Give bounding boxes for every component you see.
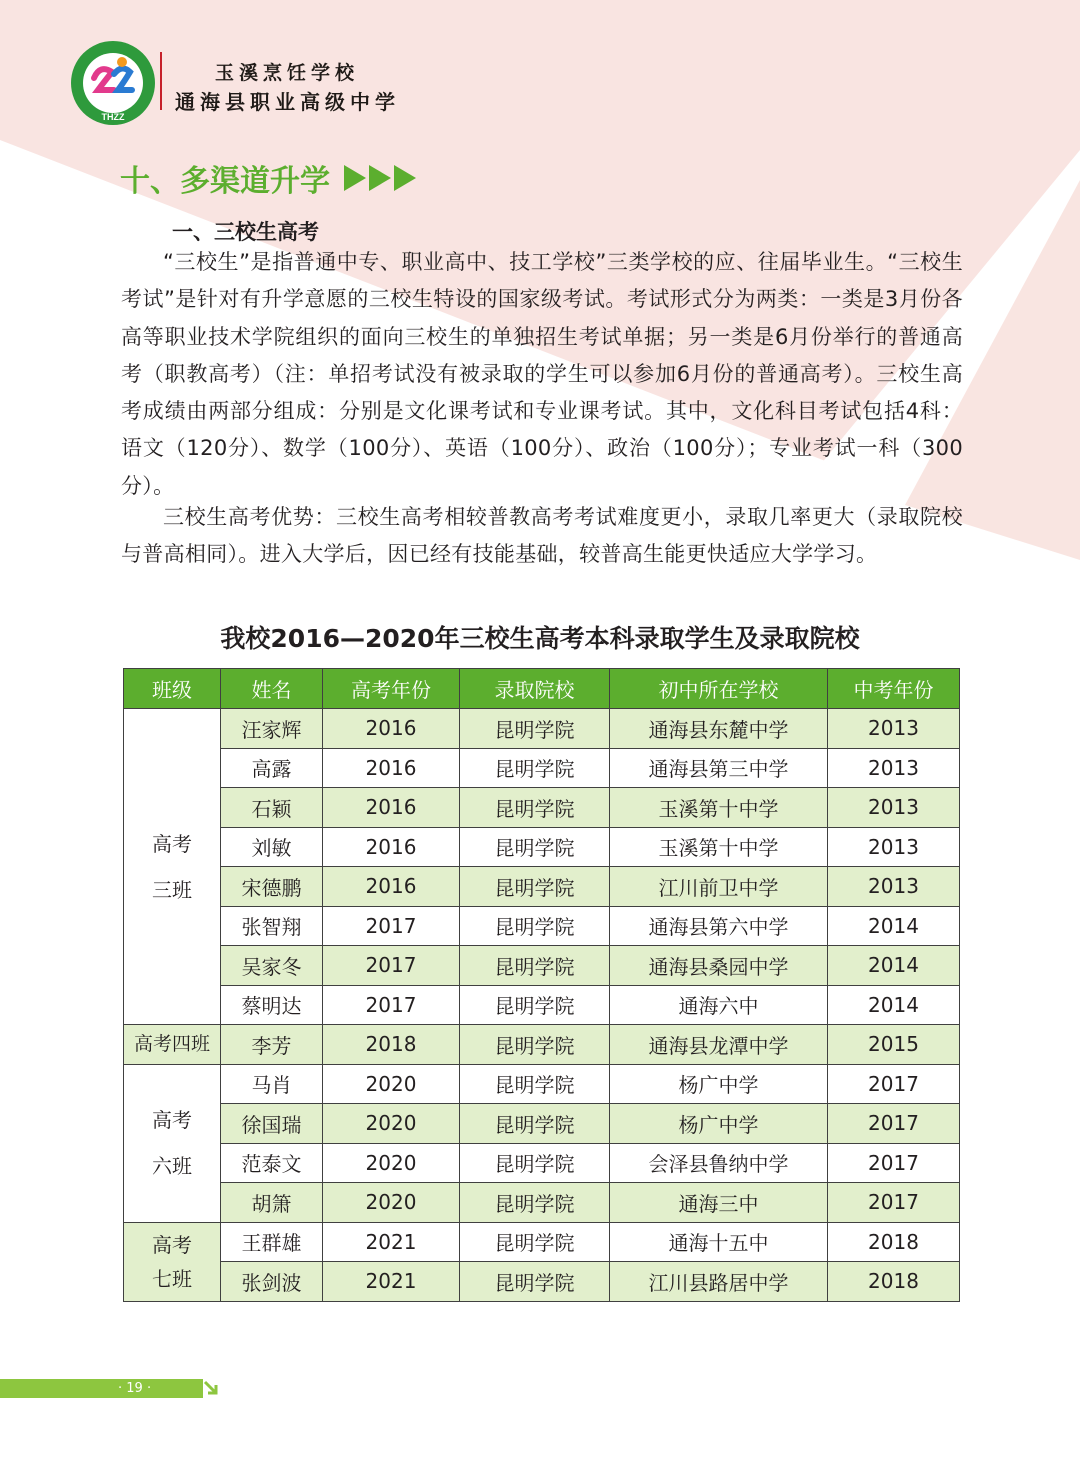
college-cell: 昆明学院 xyxy=(460,1064,610,1104)
zhongkao-year-cell: 2018 xyxy=(828,1222,960,1262)
corner-arrow-icon xyxy=(203,1380,219,1396)
table-row xyxy=(124,1222,960,1262)
table-row xyxy=(124,788,960,828)
exam-year-cell: 2018 xyxy=(323,1025,460,1065)
middle-school-cell: 通海三中 xyxy=(610,1183,828,1223)
college-cell: 昆明学院 xyxy=(460,1183,610,1223)
zhongkao-year-cell: 2014 xyxy=(828,985,960,1025)
student-name-cell: 吴家冬 xyxy=(221,946,323,986)
table-row xyxy=(124,709,960,749)
admission-table xyxy=(123,668,960,1302)
table-row xyxy=(124,827,960,867)
college-cell: 昆明学院 xyxy=(460,1262,610,1302)
college-cell: 昆明学院 xyxy=(460,946,610,986)
middle-school-cell: 通海县第三中学 xyxy=(610,748,828,788)
table-row xyxy=(124,1064,960,1104)
student-name-cell: 高露 xyxy=(221,748,323,788)
paragraph-intro: “三校生”是指普通中专、职业高中、技工学校”三类学校的应、往届毕业生。“三校生考试”是针对有升学意愿的三校生特设的国家级考试。考试形式分为两类：一类是3月份各高等职业技术学院组织的面向三校生的单独招生考试单据；另一类是6月份举行的普通高考（职教高考）（注：单招考试没有被录取的学生可以参加6月份的普通高考）。三校生高考成绩由两部分组成：分别是文化课考试和专业课考试。其中，文化科目考试包括4科：语文（120分）、数学（100分）、英语（100分）、政治（100分）；专业考试一科（300分）。 xyxy=(121,250,963,498)
column-header: 高考年份 xyxy=(323,669,460,709)
school-name-line1: 玉溪烹饪学校 xyxy=(215,62,360,84)
zhongkao-year-cell: 2013 xyxy=(828,867,960,907)
exam-year-cell: 2017 xyxy=(323,906,460,946)
middle-school-cell: 通海县龙潭中学 xyxy=(610,1025,828,1065)
footer-bar xyxy=(0,1379,203,1398)
college-cell: 昆明学院 xyxy=(460,1104,610,1144)
table-header-row xyxy=(124,669,960,709)
zhongkao-year-cell: 2018 xyxy=(828,1262,960,1302)
college-cell: 昆明学院 xyxy=(460,1025,610,1065)
student-name-cell: 李芳 xyxy=(221,1025,323,1065)
zhongkao-year-cell: 2013 xyxy=(828,748,960,788)
student-name-cell: 王群雄 xyxy=(221,1222,323,1262)
middle-school-cell: 通海县东麓中学 xyxy=(610,709,828,749)
page-number: · 19 · xyxy=(118,1381,152,1396)
table-row xyxy=(124,906,960,946)
school-header xyxy=(70,40,490,130)
section-title xyxy=(120,156,416,200)
column-header: 中考年份 xyxy=(828,669,960,709)
table-row xyxy=(124,1183,960,1223)
section-title-text: 十、多渠道升学 xyxy=(120,164,330,199)
class-cell: 高考 三班 xyxy=(124,709,221,1025)
paragraph-advantages: 三校生高考优势：三校生高考相较普教高考考试难度更小，录取几率更大（录取院校与普高相同）。进入大学后，因已经有技能基础，较普高生能更快适应大学学习。 xyxy=(121,505,963,567)
exam-year-cell: 2021 xyxy=(323,1222,460,1262)
zhongkao-year-cell: 2017 xyxy=(828,1064,960,1104)
exam-year-cell: 2020 xyxy=(323,1064,460,1104)
zhongkao-year-cell: 2017 xyxy=(828,1104,960,1144)
student-name-cell: 胡箫 xyxy=(221,1183,323,1223)
column-header: 初中所在学校 xyxy=(610,669,828,709)
exam-year-cell: 2020 xyxy=(323,1143,460,1183)
middle-school-cell: 会泽县鲁纳中学 xyxy=(610,1143,828,1183)
middle-school-cell: 通海县桑园中学 xyxy=(610,946,828,986)
exam-year-cell: 2020 xyxy=(323,1183,460,1223)
column-header: 班级 xyxy=(124,669,221,709)
column-header: 姓名 xyxy=(221,669,323,709)
student-name-cell: 张剑波 xyxy=(221,1262,323,1302)
table-row xyxy=(124,1262,960,1302)
college-cell: 昆明学院 xyxy=(460,788,610,828)
college-cell: 昆明学院 xyxy=(460,1222,610,1262)
table-title: 我校2016—2020年三校生高考本科录取学生及录取院校 xyxy=(220,624,860,653)
middle-school-cell: 通海六中 xyxy=(610,985,828,1025)
middle-school-cell: 江川前卫中学 xyxy=(610,867,828,907)
header-divider xyxy=(160,52,162,110)
exam-year-cell: 2016 xyxy=(323,867,460,907)
exam-year-cell: 2016 xyxy=(323,788,460,828)
logo-text: THZZ xyxy=(101,112,125,122)
middle-school-cell: 杨广中学 xyxy=(610,1064,828,1104)
table-row xyxy=(124,1104,960,1144)
student-name-cell: 石颖 xyxy=(221,788,323,828)
college-cell: 昆明学院 xyxy=(460,709,610,749)
table-row xyxy=(124,1143,960,1183)
zhongkao-year-cell: 2014 xyxy=(828,946,960,986)
middle-school-cell: 杨广中学 xyxy=(610,1104,828,1144)
college-cell: 昆明学院 xyxy=(460,906,610,946)
student-name-cell: 张智翔 xyxy=(221,906,323,946)
class-cell: 高考 六班 xyxy=(124,1064,221,1222)
exam-year-cell: 2021 xyxy=(323,1262,460,1302)
exam-year-cell: 2017 xyxy=(323,985,460,1025)
table-row xyxy=(124,985,960,1025)
zhongkao-year-cell: 2013 xyxy=(828,709,960,749)
class-cell: 高考四班 xyxy=(124,1025,221,1065)
zhongkao-year-cell: 2013 xyxy=(828,827,960,867)
college-cell: 昆明学院 xyxy=(460,748,610,788)
college-cell: 昆明学院 xyxy=(460,827,610,867)
table-row xyxy=(124,748,960,788)
student-name-cell: 刘敏 xyxy=(221,827,323,867)
student-name-cell: 宋德鹏 xyxy=(221,867,323,907)
class-cell: 高考 七班 xyxy=(124,1222,221,1301)
college-cell: 昆明学院 xyxy=(460,867,610,907)
student-name-cell: 徐国瑞 xyxy=(221,1104,323,1144)
student-name-cell: 蔡明达 xyxy=(221,985,323,1025)
college-cell: 昆明学院 xyxy=(460,985,610,1025)
student-name-cell: 汪家辉 xyxy=(221,709,323,749)
zhongkao-year-cell: 2015 xyxy=(828,1025,960,1065)
school-name-line2: 通海县职业高级中学 xyxy=(175,90,400,114)
subheading: 一、三校生高考 xyxy=(172,220,319,244)
middle-school-cell: 通海十五中 xyxy=(610,1222,828,1262)
student-name-cell: 马肖 xyxy=(221,1064,323,1104)
school-logo xyxy=(70,40,156,126)
middle-school-cell: 江川县路居中学 xyxy=(610,1262,828,1302)
exam-year-cell: 2020 xyxy=(323,1104,460,1144)
triple-arrow-icon xyxy=(344,165,416,191)
exam-year-cell: 2016 xyxy=(323,827,460,867)
exam-year-cell: 2016 xyxy=(323,748,460,788)
middle-school-cell: 玉溪第十中学 xyxy=(610,788,828,828)
zhongkao-year-cell: 2017 xyxy=(828,1143,960,1183)
student-name-cell: 范泰文 xyxy=(221,1143,323,1183)
zhongkao-year-cell: 2017 xyxy=(828,1183,960,1223)
table-row xyxy=(124,946,960,986)
table-row xyxy=(124,867,960,907)
middle-school-cell: 通海县第六中学 xyxy=(610,906,828,946)
middle-school-cell: 玉溪第十中学 xyxy=(610,827,828,867)
exam-year-cell: 2017 xyxy=(323,946,460,986)
zhongkao-year-cell: 2014 xyxy=(828,906,960,946)
zhongkao-year-cell: 2013 xyxy=(828,788,960,828)
table-row xyxy=(124,1025,960,1065)
college-cell: 昆明学院 xyxy=(460,1143,610,1183)
exam-year-cell: 2016 xyxy=(323,709,460,749)
column-header: 录取院校 xyxy=(460,669,610,709)
